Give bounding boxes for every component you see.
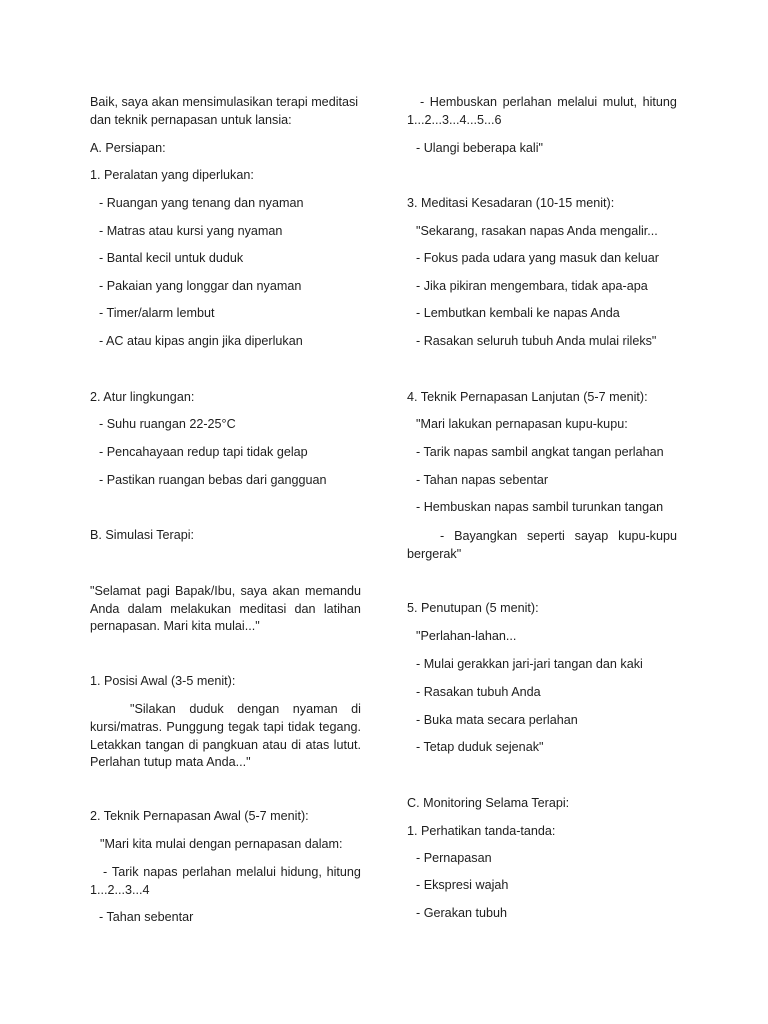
word: tegak: [228, 720, 260, 734]
list-item: - Lembutkan kembali ke napas Anda: [416, 306, 620, 320]
word: pagi: [145, 584, 170, 598]
word: perlahan: [502, 95, 552, 109]
list-item: - Pencahayaan redup tapi tidak gelap: [99, 445, 308, 459]
word: Punggung: [166, 720, 224, 734]
list-item: - Rasakan seluruh tubuh Anda mulai rileks": [416, 334, 657, 348]
word: melakukan: [170, 602, 232, 616]
b3-title: 3. Meditasi Kesadaran (10-15 menit):: [407, 196, 615, 210]
word: napas: [143, 865, 178, 879]
word: melalui: [557, 95, 598, 109]
word: tidak: [288, 720, 315, 734]
word: hitung: [642, 95, 677, 109]
intro-line-1: Baik, saya akan mensimulasikan terapi meditasi: [90, 95, 359, 109]
b2-quote: "Mari kita mulai dengan pernapasan dalam:: [100, 837, 343, 851]
word: Tarik: [111, 865, 139, 879]
word: melalui: [235, 865, 276, 879]
word: kursi/matras.: [90, 720, 163, 734]
word: atas: [305, 738, 330, 752]
b2-inhale-line-1: [103, 864, 361, 880]
list-item: - Bantal kecil untuk duduk: [99, 251, 244, 265]
butterfly-line-1: [440, 528, 677, 544]
word: -: [420, 95, 425, 109]
exhale-line-2: 1...2...3...4...5...6: [407, 113, 502, 127]
b4-title: 4. Teknik Pernapasan Lanjutan (5-7 menit):: [407, 390, 648, 404]
list-item: "Perlahan-lahan...: [416, 629, 517, 643]
list-item: - Timer/alarm lembut: [99, 306, 215, 320]
list-item: - Buka mata secara perlahan: [416, 713, 578, 727]
word: dalam: [127, 602, 162, 616]
word: Hembuskan: [429, 95, 497, 109]
list-item: - Matras atau kursi yang nyaman: [99, 224, 283, 238]
word: Anda: [90, 602, 120, 616]
word: tapi: [263, 720, 284, 734]
list-item: - Tarik napas sambil angkat tangan perlahan: [416, 445, 664, 459]
list-item: - Pastikan ruangan bebas dari gangguan: [99, 473, 327, 487]
word: akan: [272, 584, 300, 598]
c1-title: 1. Perhatikan tanda-tanda:: [407, 824, 556, 838]
word: dengan: [237, 702, 280, 716]
word: di: [188, 738, 199, 752]
list-item: - Fokus pada udara yang masuk dan keluar: [416, 251, 659, 265]
section-a-title: A. Persiapan:: [90, 141, 166, 155]
list-item: - Pernapasan: [416, 851, 492, 865]
list-item: - Tahan napas sebentar: [416, 473, 549, 487]
word: di: [351, 702, 361, 716]
list-item: - Ekspresi wajah: [416, 878, 509, 892]
b2-title: 2. Teknik Pernapasan Awal (5-7 menit):: [90, 809, 309, 823]
list-item: - Pakaian yang longgar dan nyaman: [99, 279, 302, 293]
word: dan: [294, 602, 316, 616]
list-item: - Mulai gerakkan jari-jari tangan dan kaki: [416, 657, 643, 671]
word: "Selamat: [90, 584, 141, 598]
section-b-title: B. Simulasi Terapi:: [90, 528, 195, 542]
word: lutut.: [333, 738, 361, 752]
word: -: [103, 865, 108, 879]
word: "Silakan: [130, 702, 176, 716]
b1-text-line-3: [90, 737, 361, 753]
word: memandu: [304, 584, 361, 598]
b-quote-line-3: pernapasan. Mari kita mulai...": [90, 619, 260, 633]
list-item: - Ruangan yang tenang dan nyaman: [99, 196, 304, 210]
a1-title: 1. Peralatan yang diperlukan:: [90, 168, 254, 182]
word: latihan: [323, 602, 361, 616]
list-item: - Rasakan tubuh Anda: [416, 685, 541, 699]
list-item: "Mari lakukan pernapasan kupu-kupu:: [416, 417, 628, 431]
word: seperti: [526, 529, 565, 543]
word: hitung: [326, 865, 361, 879]
word: duduk: [189, 702, 224, 716]
word: mulut,: [602, 95, 638, 109]
word: sayap: [574, 529, 609, 543]
word: saya: [240, 584, 268, 598]
word: atau: [262, 738, 287, 752]
word: Letakkan: [90, 738, 142, 752]
list-item: - Hembuskan napas sambil turunkan tangan: [416, 500, 664, 514]
word: Bayangkan: [454, 529, 518, 543]
word: tegang.: [318, 720, 361, 734]
word: di: [291, 738, 302, 752]
b-quote-line-2: [90, 601, 361, 617]
repeat-line: - Ulangi beberapa kali": [416, 141, 543, 155]
intro-line-2: dan teknik pernapasan untuk lansia:: [90, 113, 292, 127]
section-c-title: C. Monitoring Selama Terapi:: [407, 796, 570, 810]
word: meditasi: [239, 602, 287, 616]
b-quote-line-1: [90, 583, 361, 599]
word: tangan: [145, 738, 185, 752]
b1-text-line-2: [90, 719, 361, 735]
b5-title: 5. Penutupan (5 menit):: [407, 601, 539, 615]
word: nyaman: [292, 702, 338, 716]
list-item: - Jika pikiran mengembara, tidak apa-apa: [416, 279, 648, 293]
word: hidung,: [280, 865, 322, 879]
list-item: - AC atau kipas angin jika diperlukan: [99, 334, 303, 348]
exhale-line-1: [420, 94, 677, 110]
word: perlahan: [182, 865, 232, 879]
word: -: [440, 529, 445, 543]
list-item: "Sekarang, rasakan napas Anda mengalir...: [416, 224, 658, 238]
word: kupu-kupu: [618, 529, 677, 543]
list-item: - Tetap duduk sejenak": [416, 740, 544, 754]
b1-text-line-4: Perlahan tutup mata Anda...": [90, 755, 251, 769]
b2-hold: - Tahan sebentar: [99, 910, 194, 924]
b1-title: 1. Posisi Awal (3-5 menit):: [90, 674, 236, 688]
list-item: - Suhu ruangan 22-25°C: [99, 417, 236, 431]
b1-text-line-1: [130, 701, 361, 717]
list-item: - Gerakan tubuh: [416, 906, 508, 920]
word: pangkuan: [202, 738, 258, 752]
a2-title: 2. Atur lingkungan:: [90, 390, 195, 404]
word: Bapak/Ibu,: [175, 584, 236, 598]
butterfly-line-2: bergerak": [407, 547, 462, 561]
b2-inhale-line-2: 1...2...3...4: [90, 883, 150, 897]
